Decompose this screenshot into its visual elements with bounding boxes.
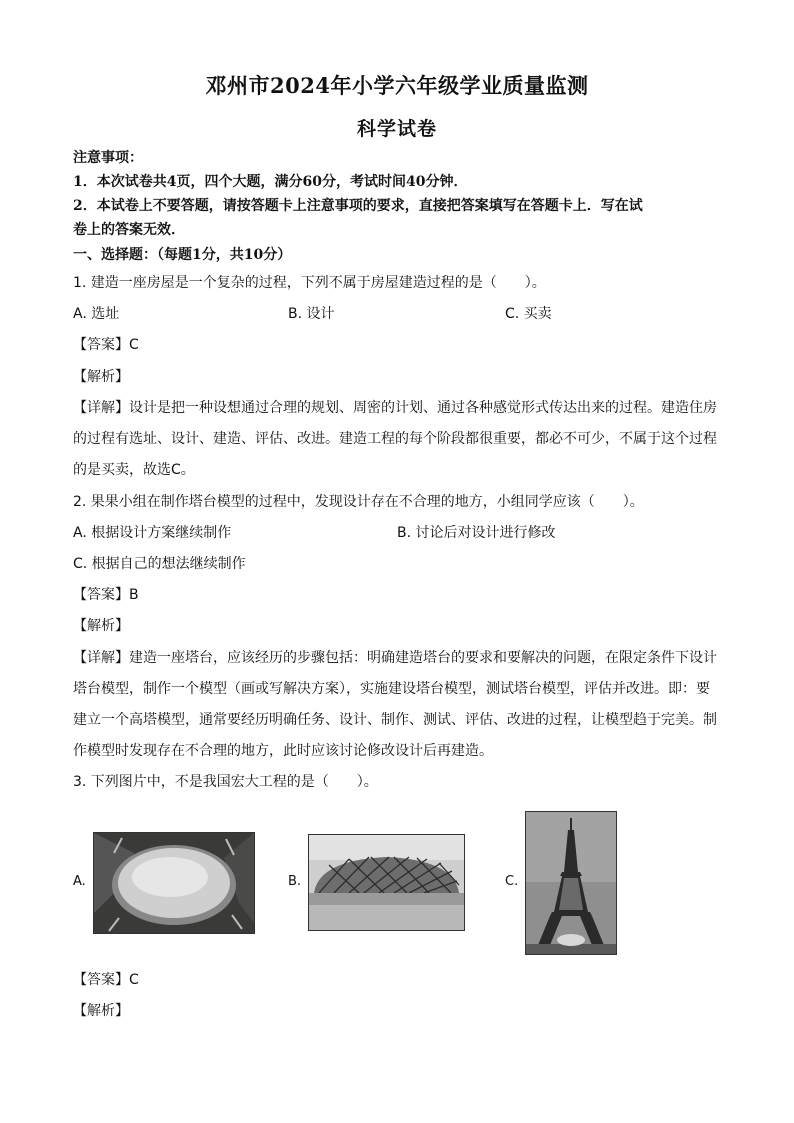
q2-option-a: A. 根据设计方案继续制作: [73, 525, 232, 541]
notice-heading: 注意事项：: [73, 150, 143, 166]
q3-answer: 【答案】C: [73, 972, 139, 988]
q1-option-b: B. 设计: [288, 306, 335, 322]
q3-label-c: C.: [505, 874, 519, 889]
notice-item-1: 1．本次试卷共4页，四个大题，满分60分，考试时间40分钟．: [73, 174, 468, 190]
q2-detail-line3: 建立一个高塔模型，通常要经历明确任务、设计、制作、测试、评估、改进的过程，让模型趋于完美。制: [73, 712, 717, 728]
q2-detail-line1: 【详解】建造一座塔台，应该经历的步骤包括：明确建造塔台的要求和要解决的问题，在限定条件下设计: [73, 650, 717, 666]
q3-image-b-birds-nest-stadium: [308, 834, 465, 931]
q1-detail-line2: 的过程有选址、设计、建造、评估、改进。建造工程的每个阶段都很重要，都必不可少，不属于这个过程: [73, 431, 717, 447]
q3-analysis-label: 【解析】: [73, 1003, 129, 1019]
page-subtitle: 科学试卷: [356, 118, 437, 140]
q3-image-a-fast-telescope: [93, 832, 255, 934]
q1-option-a: A. 选址: [73, 306, 120, 322]
notice-item-2-line1: 2．本试卷上不要答题，请按答题卡上注意事项的要求，直接把答案填写在答题卡上．写在试: [73, 198, 643, 214]
question-2-stem: 2. 果果小组在制作塔台模型的过程中，发现设计存在不合理的地方，小组同学应该（ ）。: [73, 494, 644, 510]
page-title: 邓州市2024年小学六年级学业质量监测: [205, 73, 589, 98]
section-heading: 一、选择题：（每题1分，共10分）: [73, 247, 292, 263]
question-1-stem: 1. 建造一座房屋是一个复杂的过程，下列不属于房屋建造过程的是（ ）。: [73, 275, 546, 291]
q2-answer: 【答案】B: [73, 587, 139, 603]
q1-analysis-label: 【解析】: [73, 369, 129, 385]
question-3-stem: 3. 下列图片中，不是我国宏大工程的是（ ）。: [73, 774, 378, 790]
q1-answer: 【答案】C: [73, 337, 139, 353]
notice-item-2-line2: 卷上的答案无效．: [73, 222, 185, 238]
q1-detail-line1: 【详解】设计是把一种设想通过合理的规划、周密的计划、通过各种感觉形式传达出来的过程。建造住房: [73, 400, 717, 416]
q1-option-c: C. 买卖: [505, 306, 552, 322]
q2-detail-line2: 塔台模型，制作一个模型（画或写解决方案），实施建设塔台模型，测试塔台模型，评估并改进。即：要: [73, 681, 710, 697]
q2-analysis-label: 【解析】: [73, 618, 129, 634]
q2-detail-line4: 作模型时发现存在不合理的地方，此时应该讨论修改设计后再建造。: [73, 743, 493, 759]
q2-option-c: C. 根据自己的想法继续制作: [73, 556, 246, 572]
q1-detail-line3: 的是买卖，故选C。: [73, 462, 195, 478]
q3-image-c-eiffel-tower: [525, 811, 617, 955]
q2-option-b: B. 讨论后对设计进行修改: [397, 525, 556, 541]
q3-label-a: A.: [73, 874, 86, 889]
q3-label-b: B.: [288, 874, 302, 889]
